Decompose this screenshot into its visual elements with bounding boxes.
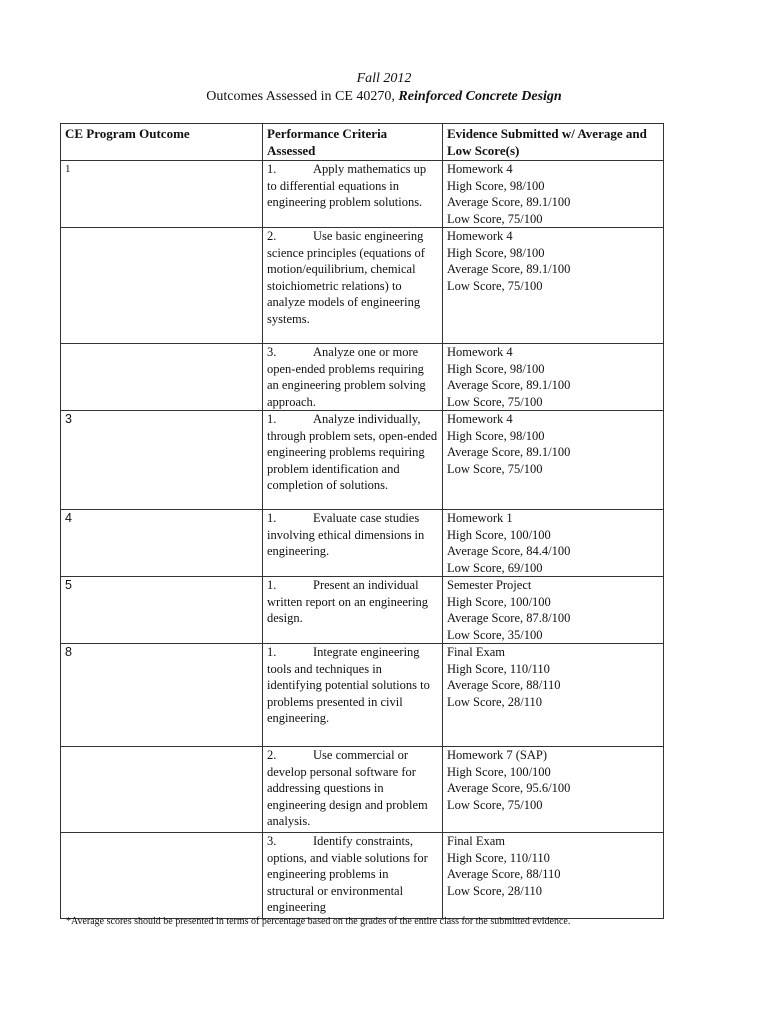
criteria-cell xyxy=(263,344,443,411)
table-row xyxy=(61,411,664,510)
average-score: Average Score, 89.1/100 xyxy=(447,195,571,209)
criteria-number: 1. xyxy=(267,511,277,525)
evidence-cell xyxy=(443,833,664,919)
outcome-cell xyxy=(61,833,263,919)
outcome-cell xyxy=(61,228,263,344)
high-score: High Score, 100/100 xyxy=(447,594,551,609)
high-score: High Score, 98/100 xyxy=(447,428,545,443)
outcome-cell: 5 xyxy=(61,577,263,644)
criteria-text: Present an individual written report on an engineering design. xyxy=(267,578,429,625)
criteria-text: Integrate engineering tools and techniques in identifying potential solutions to problems presented in civil engineering. xyxy=(267,645,430,725)
evidence-cell xyxy=(443,644,664,747)
criteria-number: 1. xyxy=(267,162,277,176)
low-score: Low Score, 28/110 xyxy=(447,694,543,709)
criteria-number: 1. xyxy=(267,412,277,426)
table-row xyxy=(61,644,664,747)
evidence-cell xyxy=(443,411,664,510)
criteria-number: 3. xyxy=(267,345,277,359)
table-row xyxy=(61,344,664,411)
term-heading: Fall 2012 xyxy=(356,71,412,86)
title-prefix: Outcomes Assessed in CE 40270, xyxy=(206,89,399,104)
low-score: Low Score, 75/100 xyxy=(447,211,543,226)
table-header-row xyxy=(61,124,664,161)
outcome-cell: 3 xyxy=(61,411,263,510)
criteria-text: Analyze one or more open-ended problems requiring an engineering problem solving approach. xyxy=(267,345,426,409)
criteria-text: Use commercial or develop personal software for addressing questions in engineering design and problem analysis. xyxy=(267,748,428,828)
evidence-item: Homework 1 xyxy=(447,511,513,525)
evidence-cell xyxy=(443,577,664,644)
criteria-text: Identify constraints, options, and viable solutions for engineering problems in structural or environmental engineering xyxy=(267,834,428,914)
evidence-item: Homework 7 (SAP) xyxy=(447,748,547,762)
evidence-cell xyxy=(443,344,664,411)
evidence-item: Final Exam xyxy=(447,834,505,848)
average-score: Average Score, 89.1/100 xyxy=(447,262,571,276)
average-score: Average Score, 89.1/100 xyxy=(447,445,571,459)
low-score: Low Score, 75/100 xyxy=(447,461,543,476)
evidence-item: Homework 4 xyxy=(447,345,513,359)
table-row xyxy=(61,510,664,577)
table-row xyxy=(61,228,664,344)
evidence-cell xyxy=(443,161,664,228)
header-criteria: Performance Criteria Assessed xyxy=(263,124,443,161)
criteria-cell xyxy=(263,747,443,833)
average-score: Average Score, 95.6/100 xyxy=(447,781,571,795)
header-evidence: Evidence Submitted w/ Average and Low Score(s) xyxy=(443,124,664,161)
table-row xyxy=(61,161,664,228)
document-title xyxy=(0,88,768,105)
table-row xyxy=(61,577,664,644)
criteria-number: 1. xyxy=(267,645,277,659)
outcome-cell xyxy=(61,344,263,411)
criteria-cell xyxy=(263,833,443,919)
criteria-text: Use basic engineering science principles (equations of motion/equilibrium, chemical stoichiometric relations) to analyze models of engineering systems. xyxy=(267,229,425,326)
criteria-number: 1. xyxy=(267,578,277,592)
high-score: High Score, 98/100 xyxy=(447,361,545,376)
average-score: Average Score, 88/110 xyxy=(447,867,561,881)
criteria-cell xyxy=(263,411,443,510)
high-score: High Score, 110/110 xyxy=(447,661,550,676)
criteria-cell xyxy=(263,577,443,644)
outcomes-table xyxy=(60,123,664,919)
outcome-cell: 8 xyxy=(61,644,263,747)
average-score: Average Score, 87.8/100 xyxy=(447,611,571,625)
header-outcome: CE Program Outcome xyxy=(61,124,263,161)
evidence-item: Homework 4 xyxy=(447,162,513,176)
high-score: High Score, 100/100 xyxy=(447,527,551,542)
table-row xyxy=(61,833,664,919)
evidence-cell xyxy=(443,228,664,344)
low-score: Low Score, 75/100 xyxy=(447,797,543,812)
high-score: High Score, 110/110 xyxy=(447,850,550,865)
low-score: Low Score, 75/100 xyxy=(447,278,543,293)
criteria-cell xyxy=(263,228,443,344)
average-score: Average Score, 84.4/100 xyxy=(447,544,571,558)
evidence-item: Semester Project xyxy=(447,578,532,592)
criteria-text: Apply mathematics up to differential equations in engineering problem solutions. xyxy=(267,162,427,209)
low-score: Low Score, 35/100 xyxy=(447,627,543,642)
high-score: High Score, 100/100 xyxy=(447,764,551,779)
criteria-text: Evaluate case studies involving ethical dimensions in engineering. xyxy=(267,511,425,558)
table-row xyxy=(61,747,664,833)
footnote: *Average scores should be presented in terms of percentage based on the grades of the entire class for the submitted evidence. xyxy=(66,916,571,927)
average-score: Average Score, 88/110 xyxy=(447,678,561,692)
low-score: Low Score, 69/100 xyxy=(447,560,543,575)
criteria-number: 3. xyxy=(267,834,277,848)
high-score: High Score, 98/100 xyxy=(447,178,545,193)
criteria-cell xyxy=(263,161,443,228)
criteria-number: 2. xyxy=(267,229,277,243)
criteria-text: Analyze individually, through problem sets, open-ended engineering problems requiring problem identification and completion of solutions. xyxy=(267,412,438,492)
evidence-item: Final Exam xyxy=(447,645,505,659)
outcome-cell xyxy=(61,747,263,833)
outcome-cell: 1 xyxy=(61,161,263,228)
outcome-cell: 4 xyxy=(61,510,263,577)
low-score: Low Score, 28/110 xyxy=(447,883,543,898)
evidence-cell xyxy=(443,510,664,577)
evidence-cell xyxy=(443,747,664,833)
criteria-number: 2. xyxy=(267,748,277,762)
high-score: High Score, 98/100 xyxy=(447,245,545,260)
criteria-cell xyxy=(263,644,443,747)
criteria-cell xyxy=(263,510,443,577)
course-name: Reinforced Concrete Design xyxy=(398,89,562,104)
evidence-item: Homework 4 xyxy=(447,229,513,243)
average-score: Average Score, 89.1/100 xyxy=(447,378,571,392)
evidence-item: Homework 4 xyxy=(447,412,513,426)
low-score: Low Score, 75/100 xyxy=(447,394,543,409)
